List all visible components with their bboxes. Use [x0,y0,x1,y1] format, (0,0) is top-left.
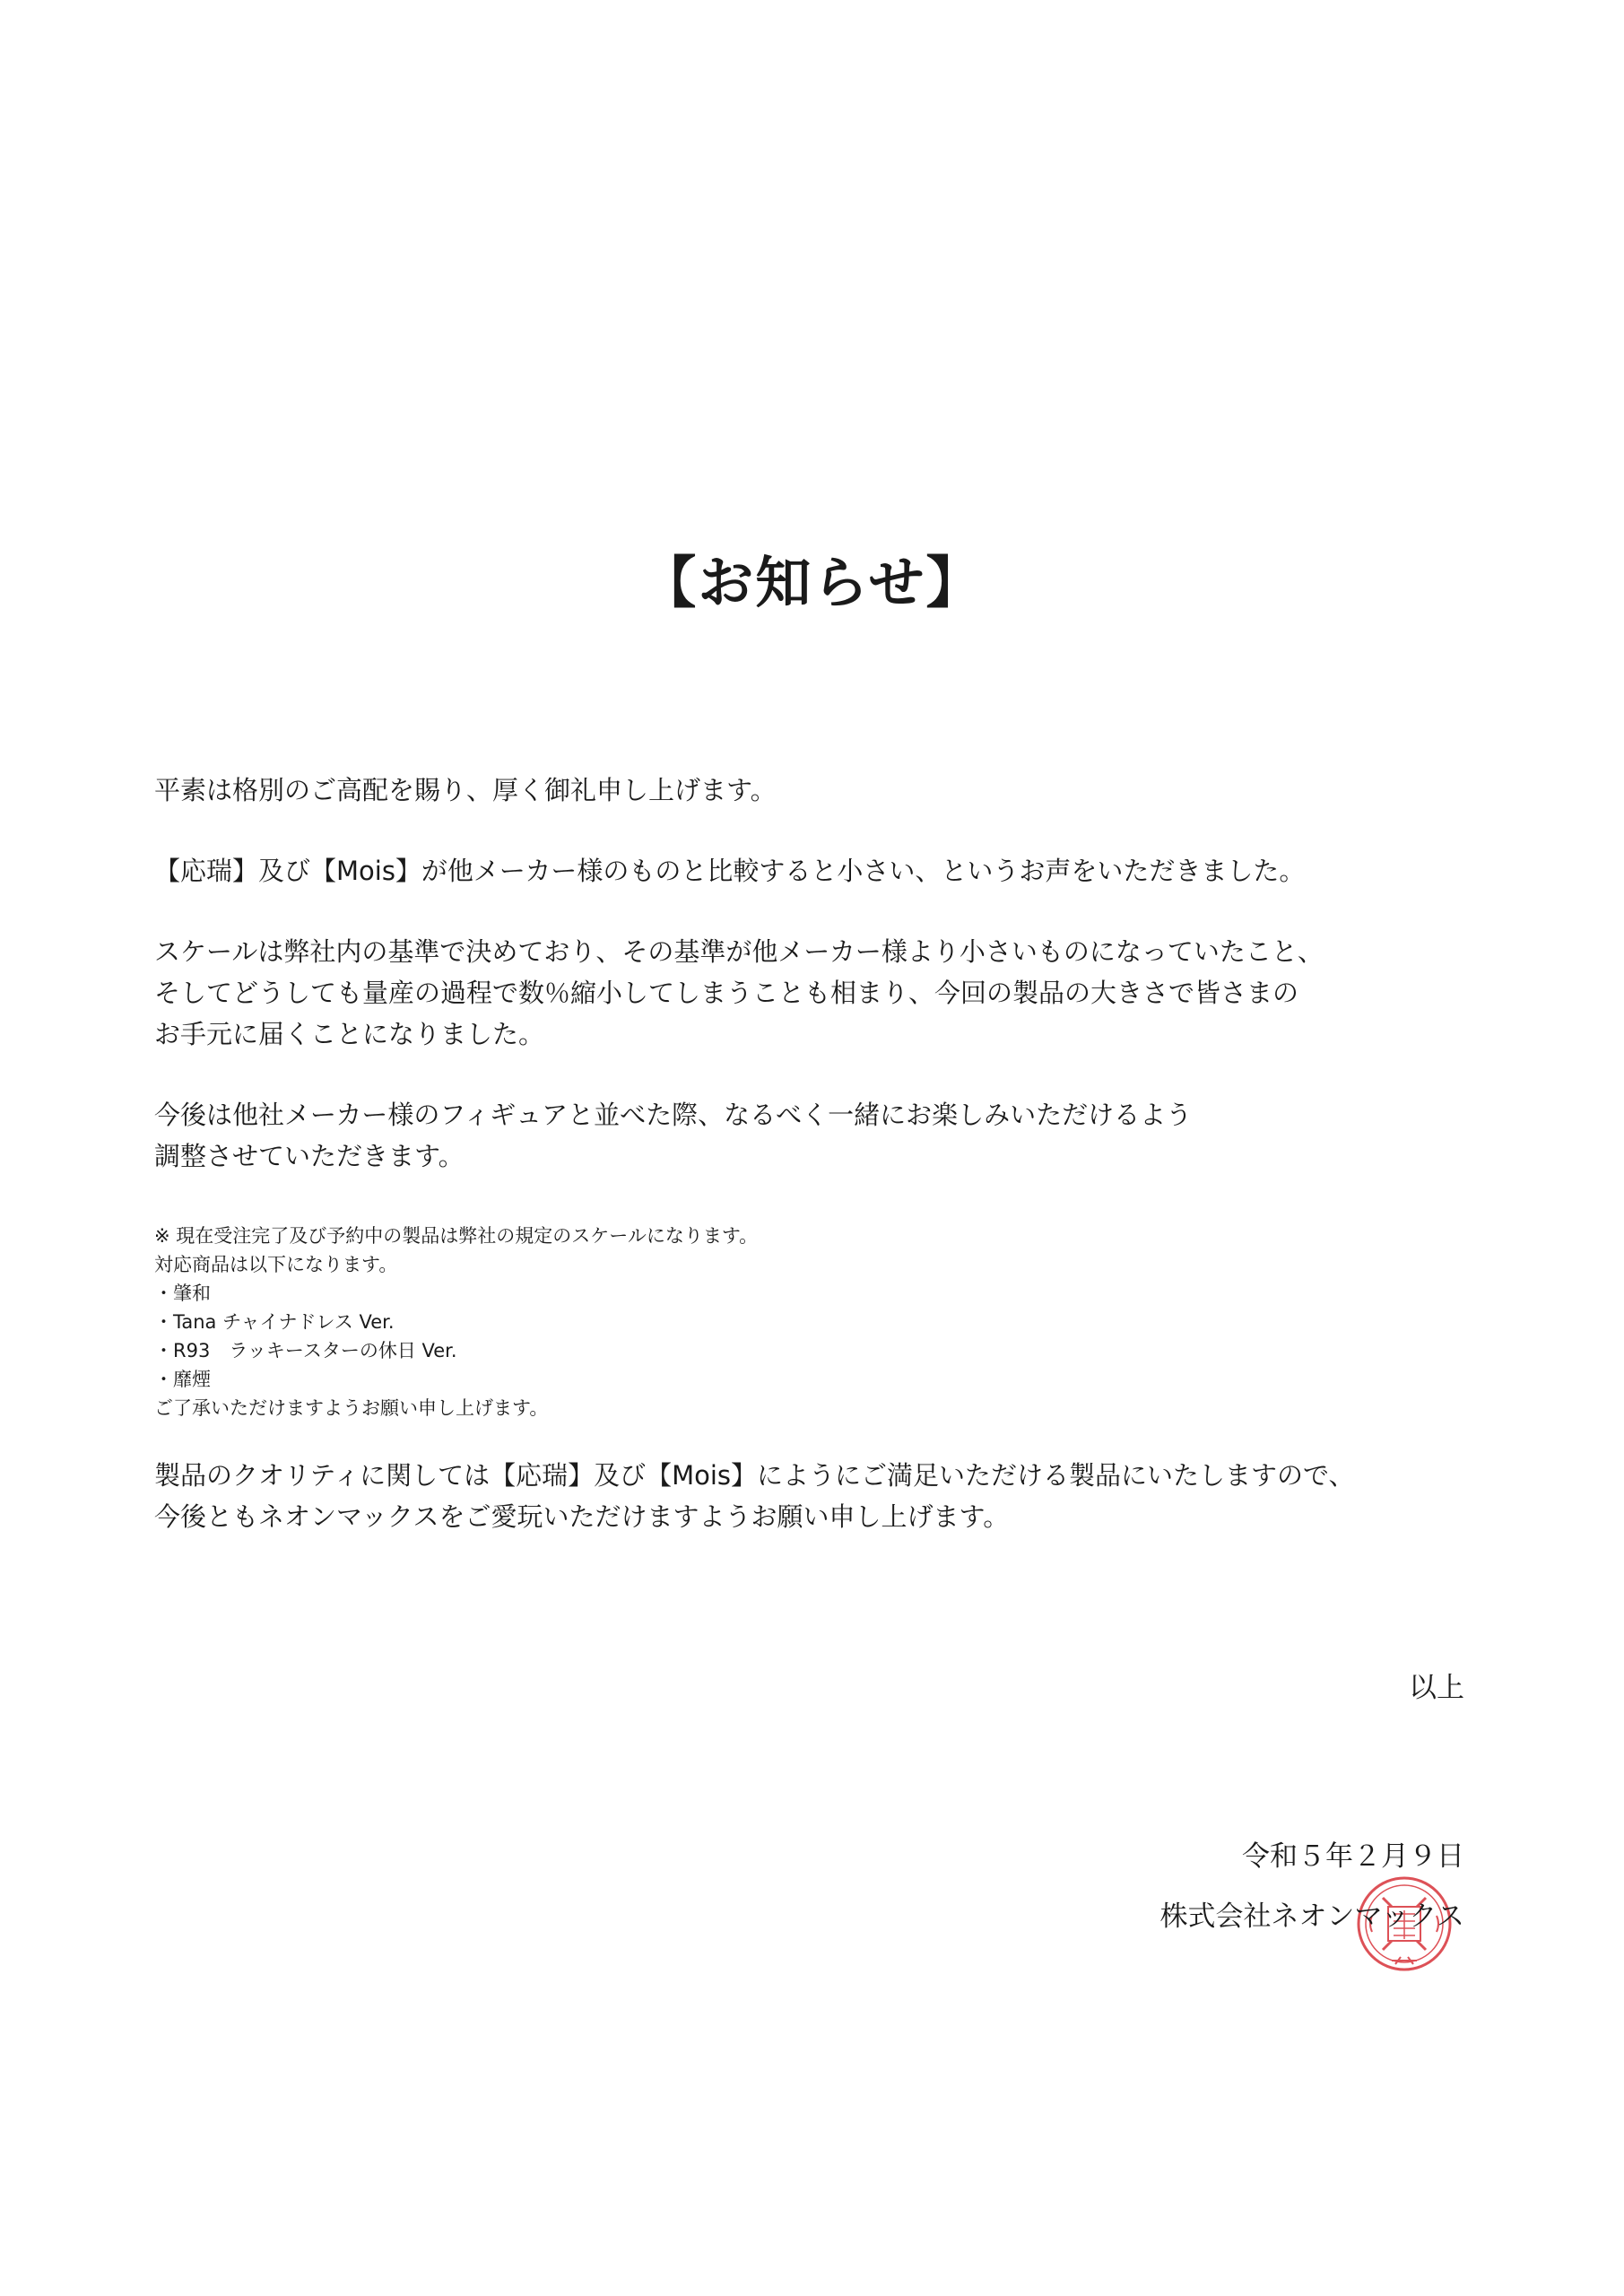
feedback-paragraph: 【応瑞】及び【Mois】が他メーカー様のものと比較すると小さい、というお声をいただきました。 [154,856,1306,886]
future-line: 今後は他社メーカー様のフィギュアと並べた際、なるべく一緒にお楽しみいただけるよう [154,1100,1193,1130]
seal-bottom-strokes [1392,1957,1417,1964]
note-line: ご了承いただけますようお願い申し上げます。 [154,1397,549,1419]
note-line: ・靡煙 [154,1369,211,1390]
closing-line: 製品のクオリティに関しては【応瑞】及び【Mois】にようにご満足いただける製品にいたしますので、 [154,1460,1355,1491]
note-line: 対応商品は以下になります。 [154,1254,398,1275]
explanation-paragraph [154,931,1499,1055]
explanation-line: スケールは弊社内の基準で決めており、その基準が他メーカー様より小さいものになっていたこと、 [154,936,1324,967]
issue-date: 令和５年２月９日 [1242,1840,1464,1873]
closing-line: 今後ともネオンマックスをご愛玩いただけますようお願い申し上げます。 [154,1501,1010,1532]
end-mark: 以上 [1409,1672,1464,1704]
future-line: 調整させていただきます。 [154,1141,465,1171]
closing-paragraph [154,1455,1499,1537]
product-note [154,1222,758,1422]
note-line: ・肇和 [154,1283,211,1304]
note-line: ・Tana チャイナドレス Ver. [154,1311,395,1333]
page-title: 【お知らせ】 [640,550,984,615]
greeting-paragraph: 平素は格別のご高配を賜り、厚く御礼申し上げます。 [154,775,777,805]
explanation-line: お手元に届くことになりました。 [154,1019,545,1049]
company-name: 株式会社ネオンマックス [1159,1900,1464,1933]
note-line: ・R93 ラッキースターの休日 Ver. [154,1340,457,1361]
explanation-line: そしてどうしても量産の過程で数％縮小してしまうことも相まり、今回の製品の大きさで皆さまの [154,978,1299,1008]
future-paragraph [154,1094,1499,1177]
note-line: ※ 現在受注完了及び予約中の製品は弊社の規定のスケールになります。 [154,1225,759,1247]
